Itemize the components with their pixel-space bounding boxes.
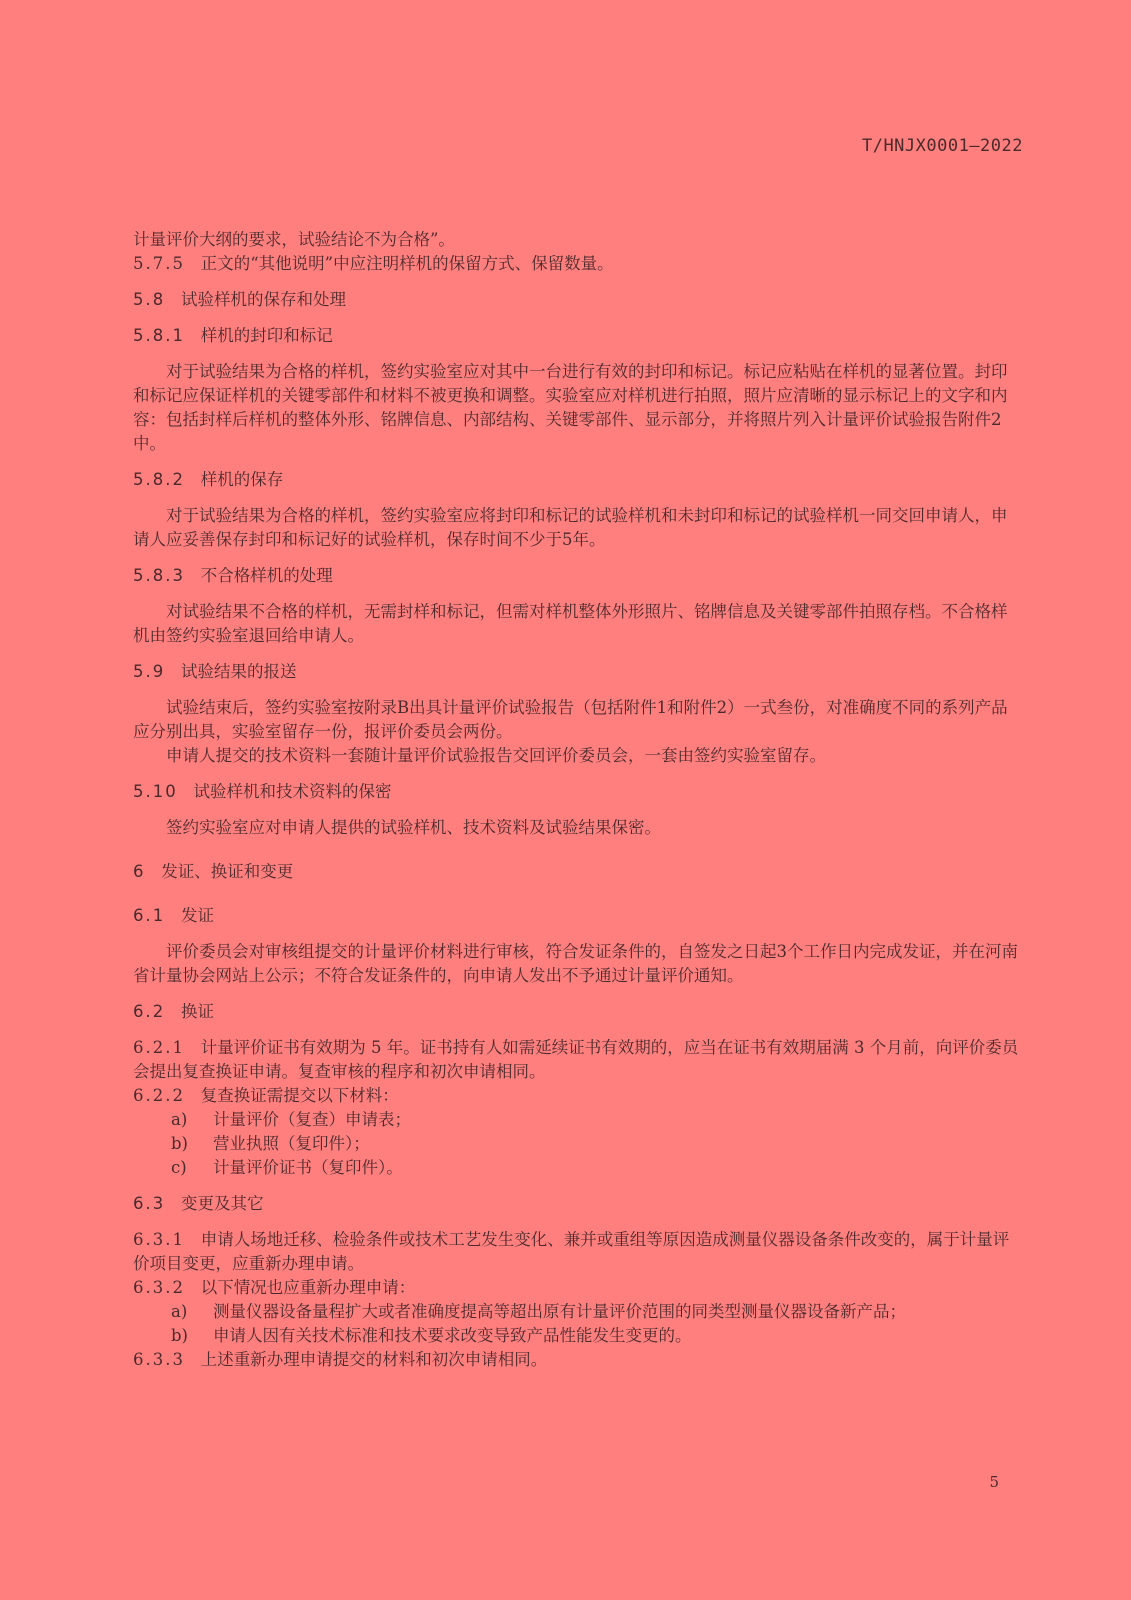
heading-number: 5.8.2 xyxy=(133,470,185,489)
list-marker: b) xyxy=(171,1134,188,1153)
list-item xyxy=(133,1132,1023,1156)
paragraph: 计量评价大纲的要求，试验结论不为合格”。 xyxy=(133,230,455,249)
list-marker: a) xyxy=(171,1302,188,1321)
list-text: 申请人因有关技术标准和技术要求改变导致产品性能发生变更的。 xyxy=(213,1326,692,1345)
section-heading-5-8-1 xyxy=(133,324,1023,348)
paragraph-5-8-2: 对于试验结果为合格的样机，签约实验室应将封印和标记的试验样机和未封印和标记的试验样机一同交回申请人，申请人应妥善保存封印和标记好的试验样机，保存时间不少于5年。 xyxy=(133,506,1008,549)
heading-text: 样机的封印和标记 xyxy=(200,326,333,345)
page-number: 5 xyxy=(989,1473,999,1491)
list-marker: b) xyxy=(171,1326,188,1345)
clause-number: 6.3.1 xyxy=(133,1230,185,1249)
clause-number: 5.7.5 xyxy=(133,254,185,273)
clause-6-2-1 xyxy=(133,1036,1023,1084)
clause-6-3-1 xyxy=(133,1228,1023,1276)
paragraph-6-1: 评价委员会对审核组提交的计量评价材料进行审核，符合发证条件的，自签发之日起3个工作日内完成发证，并在河南省计量协会网站上公示；不符合发证条件的，向申请人发出不予通过计量评价通知。 xyxy=(133,942,1018,985)
section-heading-6-2 xyxy=(133,1000,1023,1024)
heading-text: 试验结果的报送 xyxy=(181,662,297,681)
clause-6-3-3 xyxy=(133,1348,1023,1372)
clause-number: 6.3.2 xyxy=(133,1278,185,1297)
list-text: 计量评价证书（复印件）。 xyxy=(213,1158,403,1177)
section-heading-5-9 xyxy=(133,660,1023,684)
clause-number: 6.2.1 xyxy=(133,1038,185,1057)
list-marker: a) xyxy=(171,1110,188,1129)
heading-number: 5.9 xyxy=(133,662,166,681)
heading-number: 6 xyxy=(133,862,146,881)
paragraph-5-9-a: 试验结束后，签约实验室按附录B出具计量评价试验报告（包括附件1和附件2）一式叁份，对准确度不同的系列产品应分别出具，实验室留存一份，报评价委员会两份。 xyxy=(133,698,1008,741)
heading-number: 5.10 xyxy=(133,782,178,801)
paragraph-5-9-b: 申请人提交的技术资料一套随计量评价试验报告交回评价委员会，一套由签约实验室留存。 xyxy=(166,746,826,765)
paragraph-5-8-3: 对试验结果不合格的样机，无需封样和标记，但需对样机整体外形照片、铭牌信息及关键零部件拍照存档。不合格样机由签约实验室退回给申请人。 xyxy=(133,602,1008,645)
clause-6-2-2 xyxy=(133,1084,1023,1108)
section-heading-6-3 xyxy=(133,1192,1023,1216)
clause-text: 正文的“其他说明”中应注明样机的保留方式、保留数量。 xyxy=(200,254,614,273)
paragraph-5-8-1: 对于试验结果为合格的样机，签约实验室应对其中一台进行有效的封印和标记。标记应粘贴在样机的显著位置。封印和标记应保证样机的关键零部件和材料不被更换和调整。实验室应对样机进行拍照，照片应清晰的显示标记上的文字和内容：包括封样后样机的整体外形、铭牌信息、内部结构、关键零部件、显示部分，并将照片列入计量评价试验报告附件2中。 xyxy=(133,362,1008,453)
section-heading-5-8-2 xyxy=(133,468,1023,492)
clause-6-3-2 xyxy=(133,1276,1023,1300)
heading-number: 6.2 xyxy=(133,1002,166,1021)
heading-text: 发证 xyxy=(181,906,214,925)
clause-text: 以下情况也应重新办理申请： xyxy=(200,1278,416,1297)
list-item xyxy=(133,1300,1023,1324)
list-item xyxy=(133,1108,1023,1132)
clause-5-7-5 xyxy=(133,252,1023,276)
heading-text: 样机的保存 xyxy=(200,470,284,489)
section-heading-6-1 xyxy=(133,904,1023,928)
heading-text: 不合格样机的处理 xyxy=(200,566,333,585)
list-text: 计量评价（复查）申请表； xyxy=(213,1110,411,1129)
heading-number: 5.8.3 xyxy=(133,566,185,585)
chapter-heading-6 xyxy=(133,860,1023,884)
section-heading-5-8-3 xyxy=(133,564,1023,588)
list-item xyxy=(133,1156,1023,1180)
list-marker: c) xyxy=(171,1158,187,1177)
document-body xyxy=(133,228,1023,1372)
clause-number: 6.3.3 xyxy=(133,1350,185,1369)
section-heading-5-10 xyxy=(133,780,1023,804)
paragraph-5-10: 签约实验室应对申请人提供的试验样机、技术资料及试验结果保密。 xyxy=(166,818,661,837)
heading-text: 试验样机和技术资料的保密 xyxy=(193,782,392,801)
heading-text: 发证、换证和变更 xyxy=(161,862,294,881)
list-item xyxy=(133,1324,1023,1348)
list-text: 测量仪器设备量程扩大或者准确度提高等超出原有计量评价范围的同类型测量仪器设备新产品； xyxy=(213,1302,906,1321)
heading-number: 5.8.1 xyxy=(133,326,185,345)
heading-text: 试验样机的保存和处理 xyxy=(181,290,346,309)
clause-number: 6.2.2 xyxy=(133,1086,185,1105)
heading-number: 6.3 xyxy=(133,1194,166,1213)
clause-text: 上述重新办理申请提交的材料和初次申请相同。 xyxy=(200,1350,548,1369)
heading-text: 变更及其它 xyxy=(181,1194,264,1213)
clause-text: 申请人场地迁移、检验条件或技术工艺发生变化、兼并或重组等原因造成测量仪器设备条件改变的，属于计量评价项目变更，应重新办理申请。 xyxy=(133,1230,1010,1273)
heading-number: 5.8 xyxy=(133,290,166,309)
heading-text: 换证 xyxy=(181,1002,214,1021)
list-text: 营业执照（复印件）； xyxy=(213,1134,370,1153)
clause-text: 计量评价证书有效期为 5 年。证书持有人如需延续证书有效期的，应当在证书有效期届满 3 个月前，向评价委员会提出复查换证申请。复查审核的程序和初次申请相同。 xyxy=(133,1038,1019,1081)
document-code: T/HNJX0001—2022 xyxy=(861,136,1023,156)
heading-number: 6.1 xyxy=(133,906,166,925)
section-heading-5-8 xyxy=(133,288,1023,312)
clause-text: 复查换证需提交以下材料： xyxy=(200,1086,399,1105)
